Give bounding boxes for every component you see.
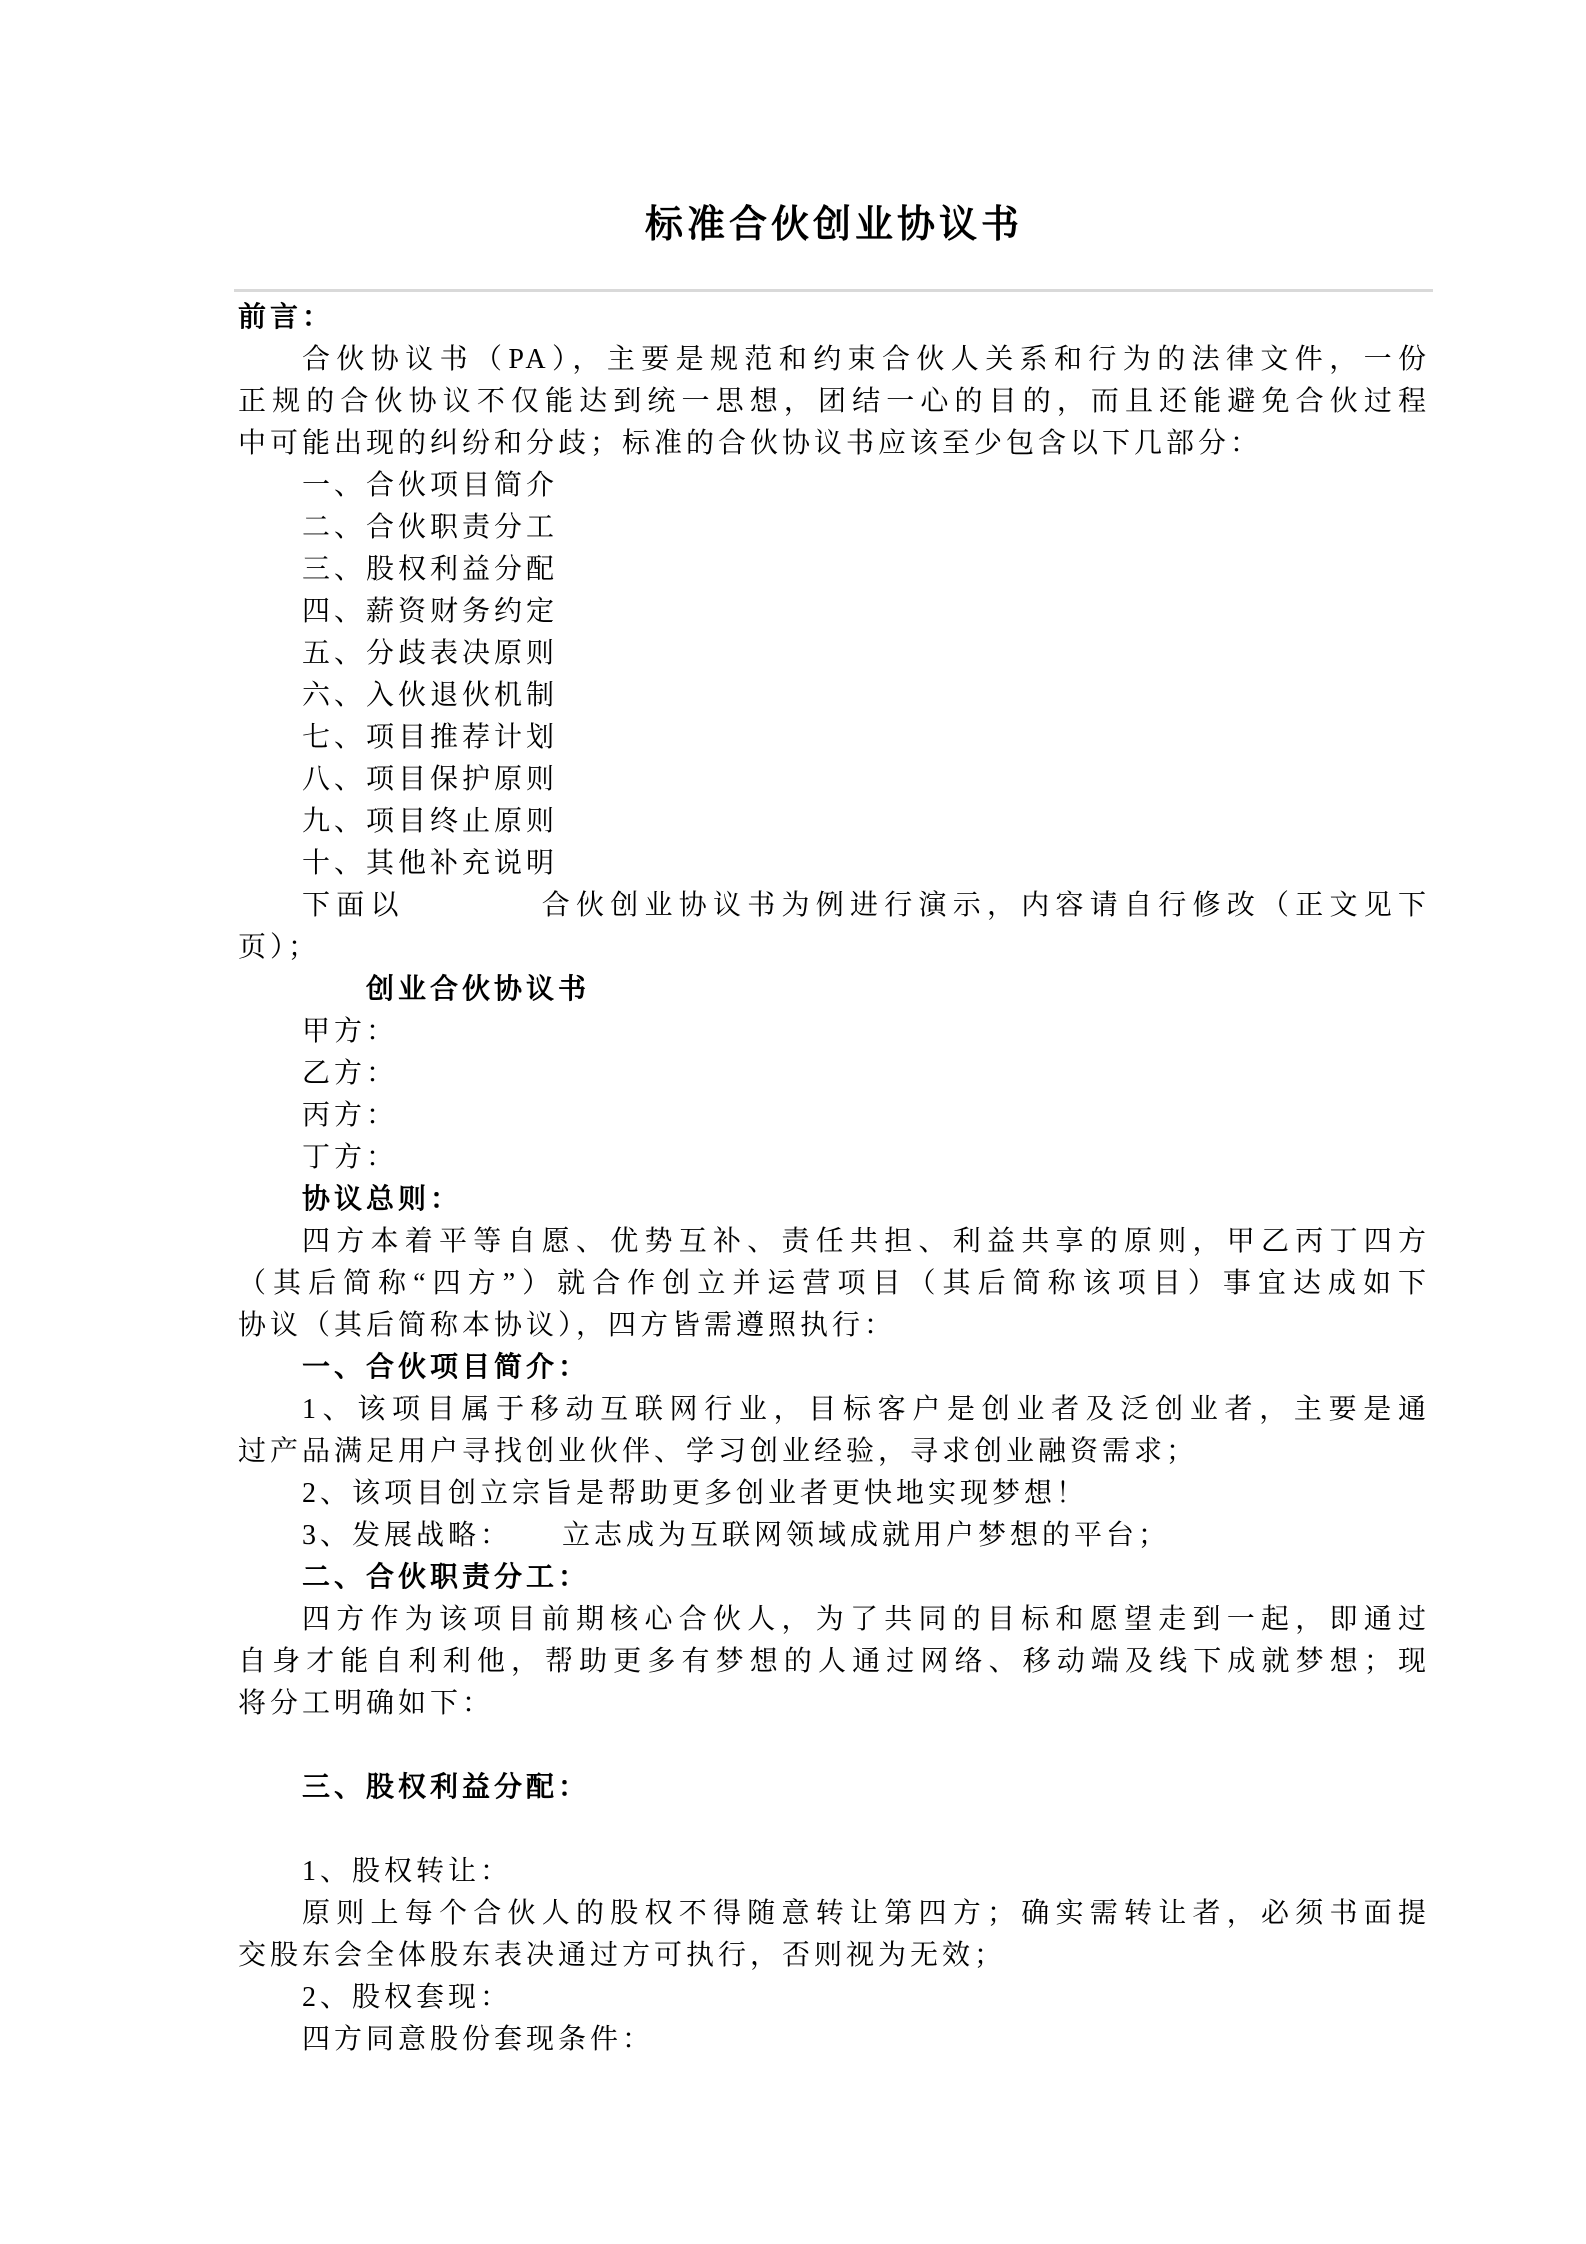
document-line: 甲方： — [302, 1016, 399, 1047]
document-line: 二、合伙职责分工 — [302, 512, 559, 543]
document-line: 四方同意股份套现条件： — [302, 2024, 655, 2055]
document-line: 四方本着平等自愿、优势互补、责任共担、利益共享的原则，甲乙丙丁四方 — [302, 1226, 1430, 1257]
document-line: 四方作为该项目前期核心合伙人，为了共同的目标和愿望走到一起，即通过 — [302, 1604, 1430, 1635]
document-line: 合伙协议书（PA），主要是规范和约束合伙人关系和行为的法律文件，一份 — [302, 344, 1430, 375]
blank-line — [238, 1809, 1430, 1851]
document-line: 原则上每个合伙人的股权不得随意转让第四方；确实需转让者，必须书面提 — [302, 1898, 1430, 1929]
document-line: 乙方： — [302, 1058, 399, 1089]
document-heading-line: 协议总则： — [302, 1184, 463, 1215]
document-heading-line: 创业合伙协议书 — [366, 974, 591, 1005]
document-line: 四、薪资财务约定 — [302, 596, 559, 627]
document-line: 七、项目推荐计划 — [302, 722, 559, 753]
document-line: 过产品满足用户寻找创业伙伴、学习创业经验，寻求创业融资需求； — [238, 1436, 1199, 1467]
document-heading-line: 一、合伙项目简介： — [302, 1352, 591, 1383]
document-line: 八、项目保护原则 — [302, 764, 559, 795]
document-line: 九、项目终止原则 — [302, 806, 559, 837]
document-line: 1、该项目属于移动互联网行业，目标客户是创业者及泛创业者，主要是通 — [302, 1394, 1430, 1425]
document-line: 一、合伙项目简介 — [302, 470, 559, 501]
document-heading-line: 二、合伙职责分工： — [302, 1562, 591, 1593]
document-line: （其后简称“四方”）就合作创立并运营项目（其后简称该项目）事宜达成如下 — [238, 1268, 1430, 1299]
blank-line — [238, 1725, 1430, 1767]
document-line: 交股东会全体股东表决通过方可执行，否则视为无效； — [238, 1940, 1007, 1971]
document-line: 五、分歧表决原则 — [302, 638, 559, 669]
document-line: 下面以 合伙创业协议书为例进行演示，内容请自行修改（正文见下 — [302, 890, 1430, 921]
document-line: 十、其他补充说明 — [302, 848, 559, 879]
document-line: 中可能出现的纠纷和分歧；标准的合伙协议书应该至少包含以下几部分： — [238, 428, 1263, 459]
document-line: 自身才能自利利他，帮助更多有梦想的人通过网络、移动端及线下成就梦想；现 — [238, 1646, 1430, 1677]
document-line: 3、发展战略： 立志成为互联网领域成就用户梦想的平台； — [302, 1520, 1171, 1551]
document-line: 丙方： — [302, 1100, 399, 1131]
document-line: 丁方： — [302, 1142, 399, 1173]
document-heading-line: 三、股权利益分配： — [302, 1772, 591, 1803]
document-line: 页）； — [238, 932, 321, 963]
document-heading-line: 前言： — [238, 302, 335, 333]
page-title: 标准合伙创业协议书 — [644, 204, 1023, 246]
document-line: 协议（其后简称本协议），四方皆需遵照执行： — [238, 1310, 897, 1341]
document-line: 正规的合伙协议不仅能达到统一思想，团结一心的目的，而且还能避免合伙过程 — [238, 386, 1430, 417]
document-line: 2、股权套现： — [302, 1982, 513, 2013]
document-line: 1、股权转让： — [302, 1856, 513, 1887]
document-line: 2、该项目创立宗旨是帮助更多创业者更快地实现梦想！ — [302, 1478, 1089, 1509]
document-line: 三、股权利益分配 — [302, 554, 559, 585]
document-line: 将分工明确如下： — [238, 1688, 495, 1719]
title-divider — [234, 289, 1433, 292]
document-line: 六、入伙退伙机制 — [302, 680, 559, 711]
document-body — [238, 297, 1430, 2061]
